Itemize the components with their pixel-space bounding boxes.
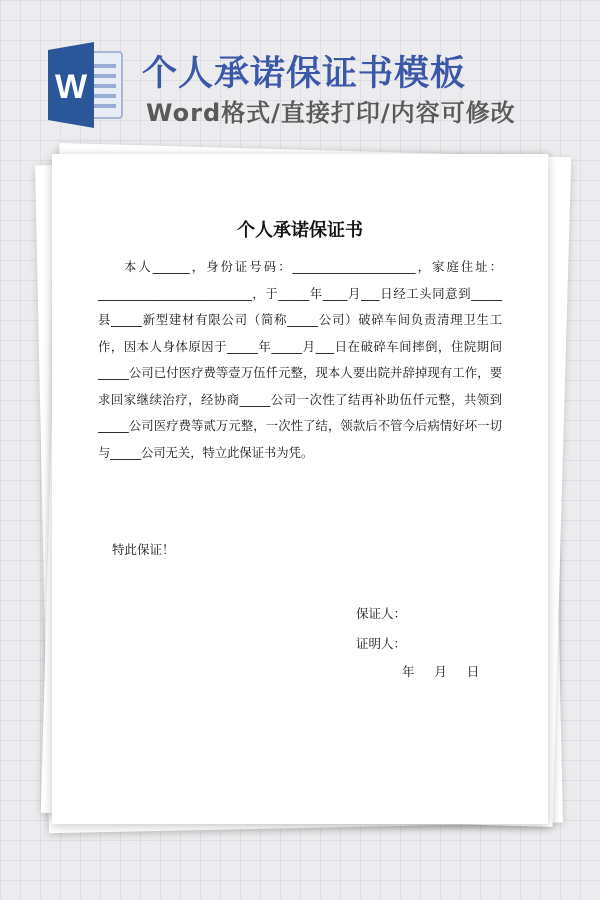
word-doc-icon <box>48 42 128 128</box>
closing-statement: 特此保证！ <box>112 542 175 557</box>
word-logo-letter: W <box>54 68 88 106</box>
document-body: 本人______，身份证号码：____________________，家庭住址：_________________________，于_____年____月___日经工头同意到_____县_____新型建材有限公司（简称_____公司）破碎车间负责清理卫生工作，因本人身体原因于_____年_____月___日在破碎车间摔倒，住院期间_____公司已付医疗费等壹万伍仟元整，现本人要出院并辞掉现有工作，要求回家继续治疗，经协商_____公司一次性了结再补助伍仟元整，共领到_____公司医疗费等贰万元整，一次性了结，领款后不管今后病情好坏一切与_____公司无关，特立此保证书为凭。 <box>98 260 502 460</box>
page-title: 个人承诺保证书模板 <box>142 54 467 94</box>
witness-label: 证明人： <box>356 636 407 651</box>
header <box>0 0 600 140</box>
date-line: 年 月 日 <box>402 664 480 679</box>
page-subtitle: Word格式/直接打印/内容可修改 <box>146 99 516 127</box>
document-title: 个人承诺保证书 <box>237 220 363 241</box>
document-page <box>52 154 548 824</box>
guarantor-label: 保证人： <box>356 606 407 621</box>
